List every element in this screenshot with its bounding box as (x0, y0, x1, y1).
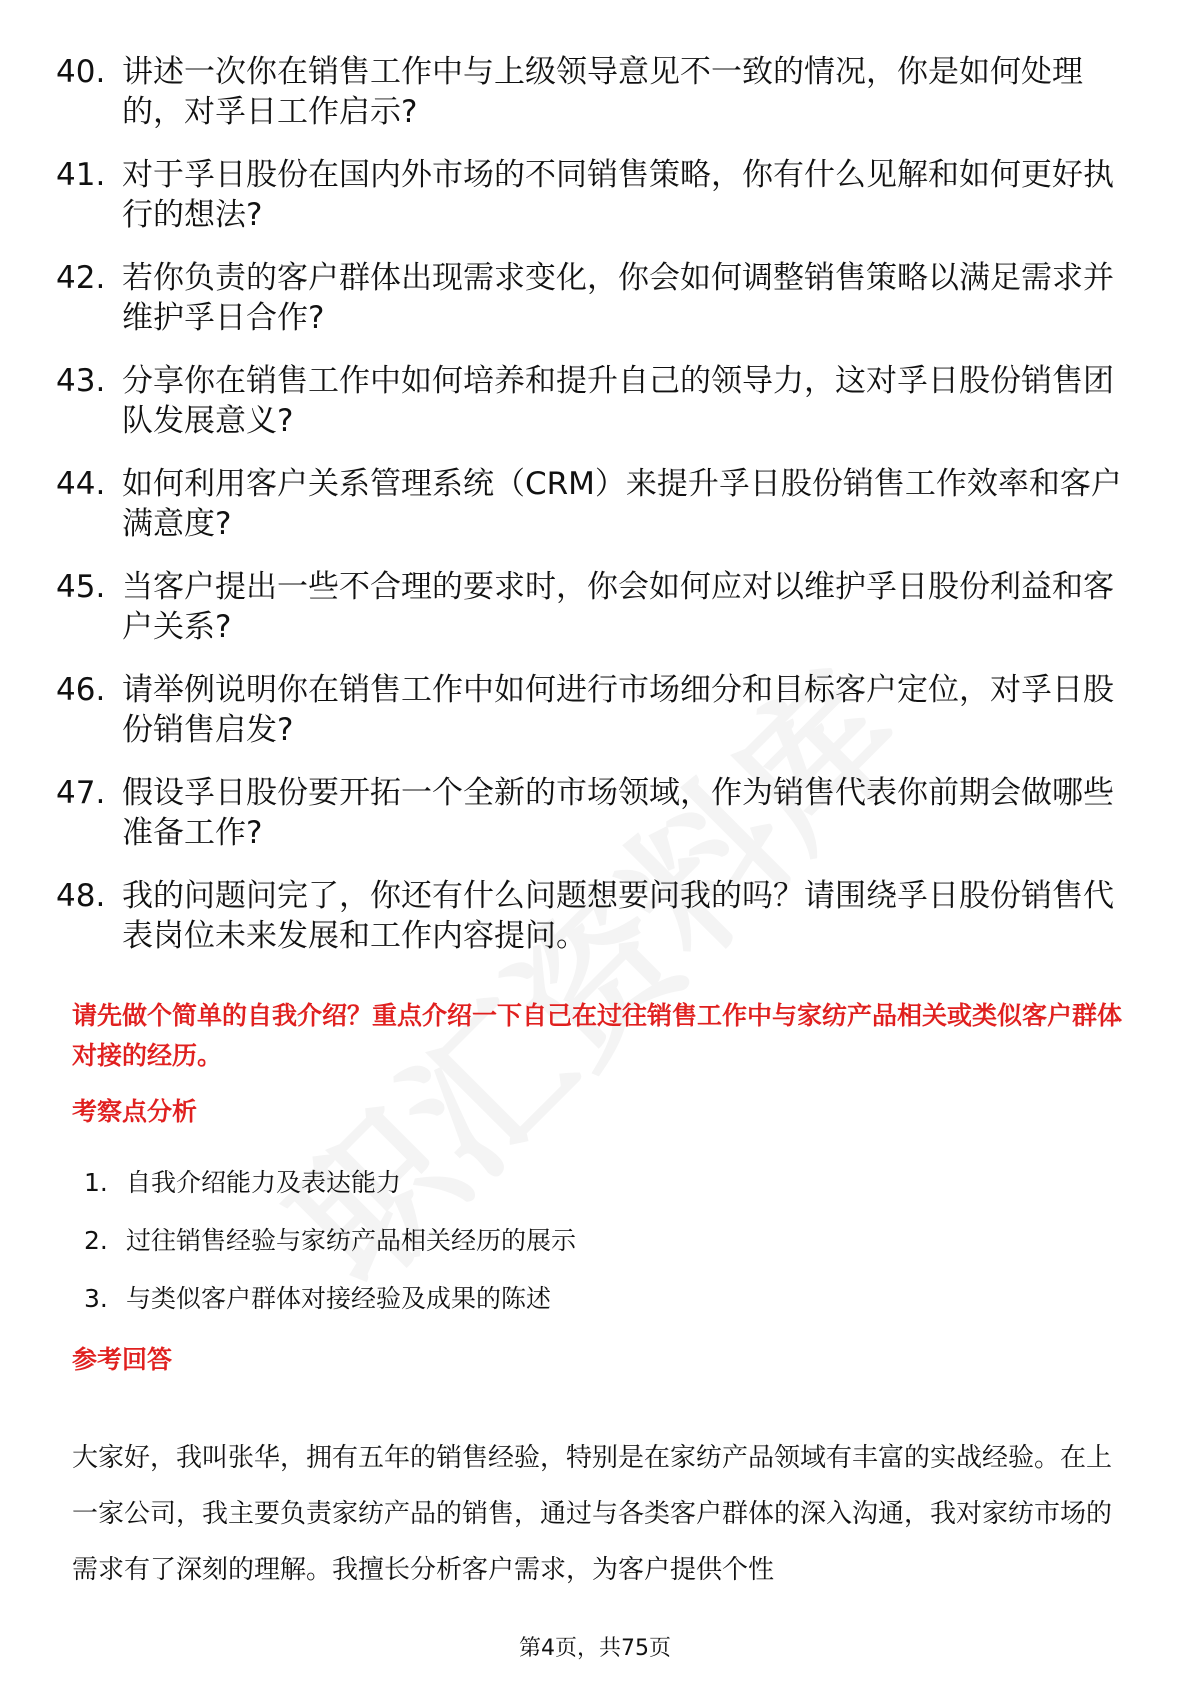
question-number: 46. (56, 672, 106, 708)
question-list (56, 52, 1136, 979)
question-item (56, 258, 1136, 338)
analysis-point (84, 1224, 1124, 1258)
question-number: 41. (56, 157, 106, 193)
point-text: 与类似客户群体对接经验及成果的陈述 (126, 1284, 552, 1313)
question-number: 43. (56, 363, 106, 399)
question-text: 若你负责的客户群体出现需求变化，你会如何调整销售策略以满足需求并维护孚日合作? (122, 260, 1114, 336)
point-number: 1. (84, 1168, 108, 1197)
question-item (56, 361, 1136, 441)
question-number: 40. (56, 54, 106, 90)
question-number: 44. (56, 466, 106, 502)
question-text: 如何利用客户关系管理系统（CRM）来提升孚日股份销售工作效率和客户满意度? (122, 466, 1122, 542)
question-text: 请举例说明你在销售工作中如何进行市场细分和目标客户定位，对孚日股份销售启发? (122, 672, 1114, 748)
question-text: 对于孚日股份在国内外市场的不同销售策略，你有什么见解和如何更好执行的想法? (122, 157, 1114, 233)
question-item (56, 876, 1136, 956)
question-text: 假设孚日股份要开拓一个全新的市场领域，作为销售代表你前期会做哪些准备工作? (122, 775, 1114, 851)
question-text: 当客户提出一些不合理的要求时，你会如何应对以维护孚日股份利益和客户关系? (122, 569, 1114, 645)
question-item (56, 155, 1136, 235)
question-item (56, 670, 1136, 750)
question-number: 45. (56, 569, 106, 605)
question-text: 我的问题问完了，你还有什么问题想要问我的吗？请围绕孚日股份销售代表岗位未来发展和工作内容提问。 (122, 878, 1114, 954)
question-text: 分享你在销售工作中如何培养和提升自己的领导力，这对孚日股份销售团队发展意义? (122, 363, 1114, 439)
analysis-title: 考察点分析 (72, 1097, 198, 1126)
question-item (56, 52, 1136, 132)
question-text: 讲述一次你在销售工作中与上级领导意见不一致的情况，你是如何处理的，对孚日工作启示? (122, 54, 1083, 130)
question-item (56, 464, 1136, 544)
point-number: 2. (84, 1226, 108, 1255)
question-number: 42. (56, 260, 106, 296)
answer-paragraph: 大家好，我叫张华，拥有五年的销售经验，特别是在家纺产品领域有丰富的实战经验。在上一家公司，我主要负责家纺产品的销售，通过与各类客户群体的深入沟通，我对家纺市场的需求有了深刻的理解。我擅长分析客户需求，为客户提供个性 (72, 1443, 1113, 1585)
analysis-point (84, 1166, 1124, 1200)
point-text: 自我介绍能力及表达能力 (126, 1168, 402, 1197)
question-item (56, 567, 1136, 647)
page-footer: 第4页，共75页 (519, 1636, 671, 1661)
question-number: 47. (56, 775, 106, 811)
answer-title: 参考回答 (72, 1345, 173, 1374)
point-text: 过往销售经验与家纺产品相关经历的展示 (126, 1226, 577, 1255)
highlight-question: 请先做个简单的自我介绍？重点介绍一下自己在过往销售工作中与家纺产品相关或类似客户群体对接的经历。 (72, 1001, 1123, 1070)
point-number: 3. (84, 1284, 108, 1313)
analysis-points (84, 1166, 1124, 1340)
analysis-point (84, 1282, 1124, 1316)
question-item (56, 773, 1136, 853)
question-number: 48. (56, 878, 106, 914)
